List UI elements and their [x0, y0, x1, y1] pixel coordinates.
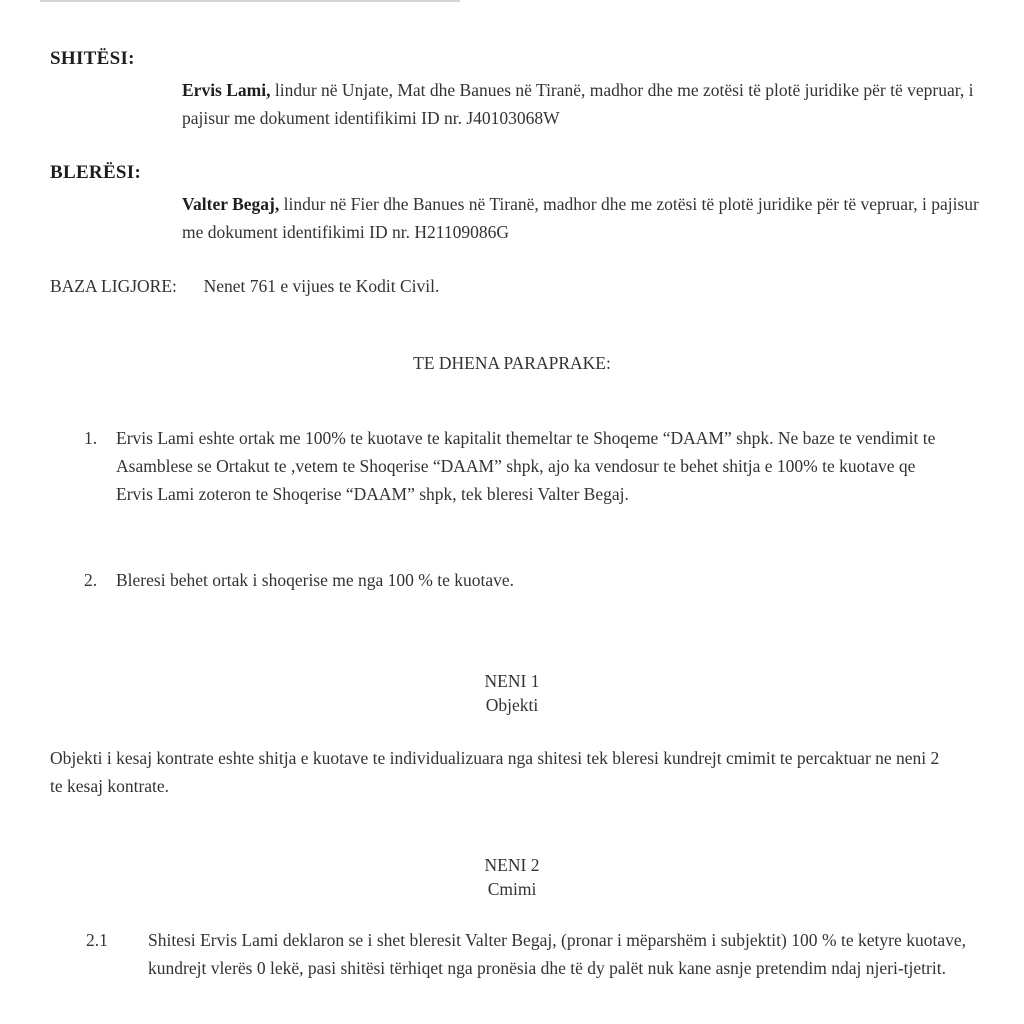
legal-basis-label: BAZA LIGJORE:	[50, 276, 177, 296]
seller-label: SHITËSI:	[50, 48, 135, 69]
preliminary-title: TE DHENA PARAPRAKE:	[413, 353, 611, 373]
preliminary-item-1-number: 1.	[84, 428, 98, 448]
seller-details: lindur në Unjate, Mat dhe Banues në Tiranë, madhor dhe me zotësi të plotë juridike për të vepruar, i pajisur me dokument identifikimi ID nr. J40103068W	[182, 80, 974, 128]
header-remnant-line	[40, 0, 460, 2]
legal-basis-row	[50, 272, 439, 300]
preliminary-item-2-number: 2.	[84, 570, 98, 590]
preliminary-item-1-text: Ervis Lami eshte ortak me 100% te kuotave te kapitalit themeltar te Shoqeme “DAAM” shpk. Ne baze te vendimit te Asamblese se Ortakut te ,vetem te Shoqerise “DAAM” shpk, ajo ka vendosur te behet shitja e 100% te kuotave qe Ervis Lami zoteron te Shoqerise “DAAM” shpk, tek bleresi Valter Begaj.	[116, 428, 936, 504]
article-2-title: Cmimi	[487, 879, 537, 899]
article-1-text: Objekti i kesaj kontrate eshte shitja e kuotave te individualizuara nga shitesi tek bleresi kundrejt cmimit te percaktuar ne neni 2 te kesaj kontrate.	[50, 748, 940, 796]
buyer-paragraph	[182, 190, 982, 246]
article-2-number: NENI 2	[484, 855, 540, 875]
seller-paragraph	[182, 76, 982, 132]
seller-name: Ervis Lami,	[182, 80, 271, 100]
article-2-clause-1-number: 2.1	[86, 930, 108, 950]
buyer-details: lindur në Fier dhe Banues në Tiranë, madhor dhe me zotësi të plotë juridike për të vepruar, i pajisur me dokument identifikimi ID nr. H21109086G	[182, 194, 979, 242]
article-1-title: Objekti	[485, 695, 539, 715]
article-2-clause-1-text: Shitesi Ervis Lami deklaron se i shet bleresit Valter Begaj, (pronar i mëparshëm i subjektit) 100 % te ketyre kuotave, kundrejt vlerës 0 lekë, pasi shitësi tërhiqet nga pronësia dhe të dy palët nuk kane asnje pretendim ndaj njeri-tjetrit.	[148, 930, 966, 978]
buyer-label: BLERËSI:	[50, 162, 142, 183]
preliminary-item-2-text: Bleresi behet ortak i shoqerise me nga 100 % te kuotave.	[116, 570, 515, 590]
buyer-name: Valter Begaj,	[182, 194, 280, 214]
article-1-number: NENI 1	[484, 671, 540, 691]
legal-basis-text: Nenet 761 e vijues te Kodit Civil.	[203, 276, 440, 296]
